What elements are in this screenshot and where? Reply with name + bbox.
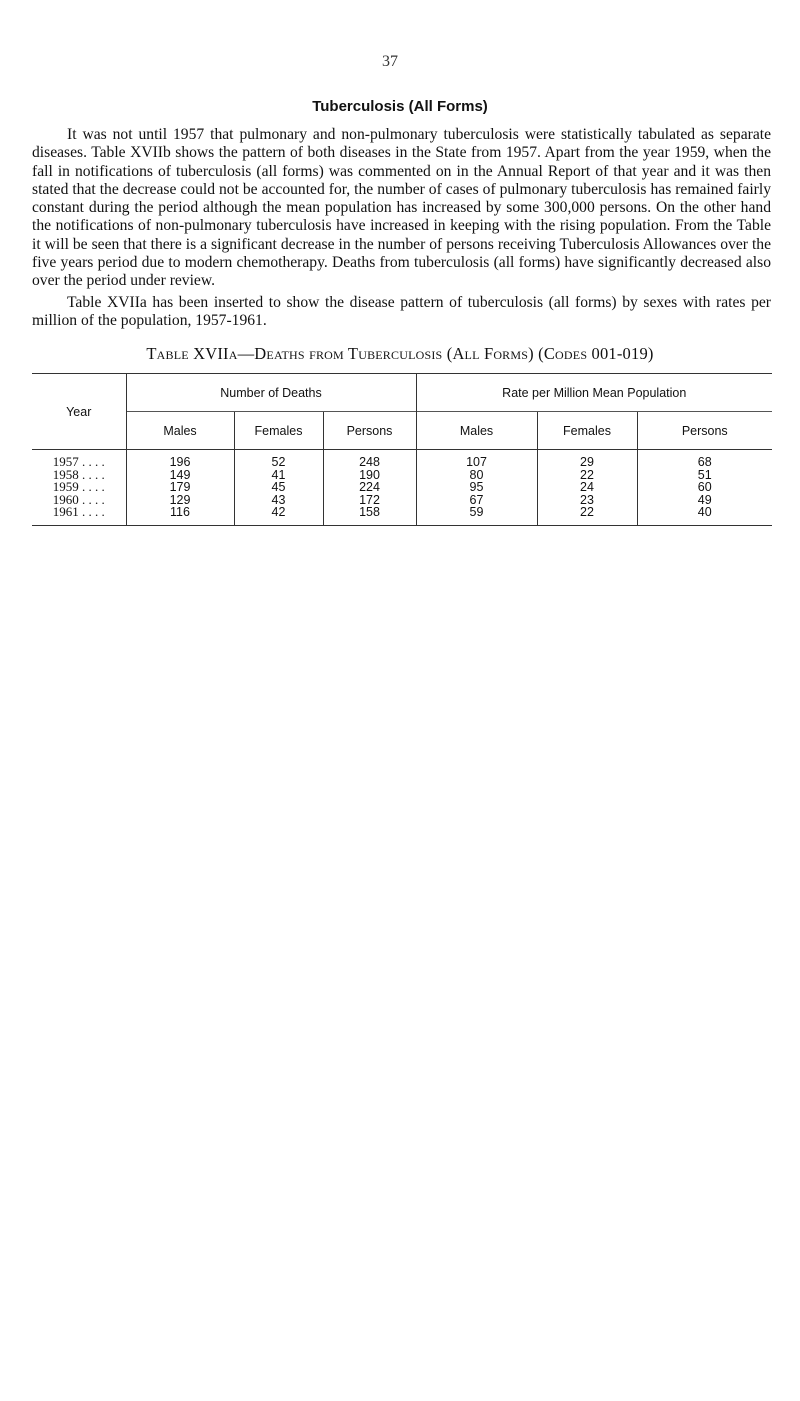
- table-row: [32, 481, 772, 494]
- rate-persons-cell: 60: [637, 481, 772, 494]
- header-number-of-deaths: Number of Deaths: [126, 374, 416, 412]
- header-year: Year: [32, 374, 126, 450]
- deaths-persons-cell: 224: [323, 481, 416, 494]
- section-title: Tuberculosis (All Forms): [312, 98, 488, 115]
- deaths-females-cell: 41: [234, 469, 323, 482]
- rate-males-cell: 67: [416, 494, 537, 507]
- rate-males-cell: 95: [416, 481, 537, 494]
- deaths-females-cell: 52: [234, 450, 323, 469]
- deaths-males-cell: 196: [126, 450, 234, 469]
- rate-females-cell: 24: [537, 481, 637, 494]
- year-cell: 1959 . . . .: [52, 479, 105, 495]
- body-paragraph-1: It was not until 1957 that pulmonary and non-pulmonary tuberculosis were statistically tabulated as separate diseases. Table XVIIb shows the pattern of both diseases in the State from 1957. Apart from the year 1959, when the fall in notifications of tuberculosis (all forms) was commented on in the Annual Report of that year and it was then stated that the decrease could not be accounted for, the number of cases of pulmonary tuberculosis has remained fairly constant during the period although the mean population has increased by some 300,000 persons. On the other hand the notifications of non-pulmonary tuberculosis have increased in keeping with the rising population. From the Table it will be seen that there is a significant decrease in the number of persons receiving Tuberculosis Allowances over the five years period due to modern chemotherapy. Deaths from tuberculosis (all forms) have significantly decreased also over the period under review.: [32, 126, 771, 290]
- deaths-females-cell: 45: [234, 481, 323, 494]
- rate-females-cell: 23: [537, 494, 637, 507]
- table-row: [32, 506, 772, 525]
- rate-males-cell: 80: [416, 469, 537, 482]
- header-rate-males: Males: [416, 412, 537, 450]
- rate-females-cell: 29: [537, 450, 637, 469]
- year-cell: 1961 . . . .: [32, 506, 126, 525]
- header-males: Males: [126, 412, 234, 450]
- year-cell: 1957 . . . .: [52, 454, 105, 469]
- rate-persons-cell: 68: [637, 450, 772, 469]
- body-paragraph-2: Table XVIIa has been inserted to show the disease pattern of tuberculosis (all forms) by sexes with rates per million of the population, 1957-1961.: [32, 294, 771, 330]
- rate-females-cell: 22: [537, 469, 637, 482]
- rate-males-cell: 107: [416, 450, 537, 469]
- header-persons: Persons: [323, 412, 416, 450]
- table-row: [32, 469, 772, 482]
- deaths-persons-cell: 172: [323, 494, 416, 507]
- header-rate-per-million: Rate per Million Mean Population: [416, 374, 772, 412]
- page-number: 37: [382, 53, 398, 70]
- year-cell: 1958 . . . .: [52, 466, 105, 482]
- rate-males-cell: 59: [416, 506, 537, 525]
- deaths-males-cell: 149: [126, 469, 234, 482]
- table-caption: Table XVIIa—Deaths from Tuberculosis (All Forms) (Codes 001-019): [146, 344, 654, 363]
- rate-persons-cell: 49: [637, 494, 772, 507]
- table-row: [32, 494, 772, 507]
- year-cell: 1960 . . . .: [52, 491, 105, 507]
- header-rate-persons: Persons: [637, 412, 772, 450]
- deaths-females-cell: 43: [234, 494, 323, 507]
- rate-persons-cell: 51: [637, 469, 772, 482]
- deaths-males-cell: 179: [126, 481, 234, 494]
- table-row: [32, 450, 772, 469]
- deaths-males-cell: 129: [126, 494, 234, 507]
- rate-persons-cell: 40: [637, 506, 772, 525]
- deaths-persons-cell: 190: [323, 469, 416, 482]
- rate-females-cell: 22: [537, 506, 637, 525]
- header-females: Females: [234, 412, 323, 450]
- deaths-persons-cell: 248: [323, 450, 416, 469]
- deaths-table: [32, 373, 772, 526]
- deaths-females-cell: 42: [234, 506, 323, 525]
- header-rate-females: Females: [537, 412, 637, 450]
- deaths-males-cell: 116: [126, 506, 234, 525]
- deaths-persons-cell: 158: [323, 506, 416, 525]
